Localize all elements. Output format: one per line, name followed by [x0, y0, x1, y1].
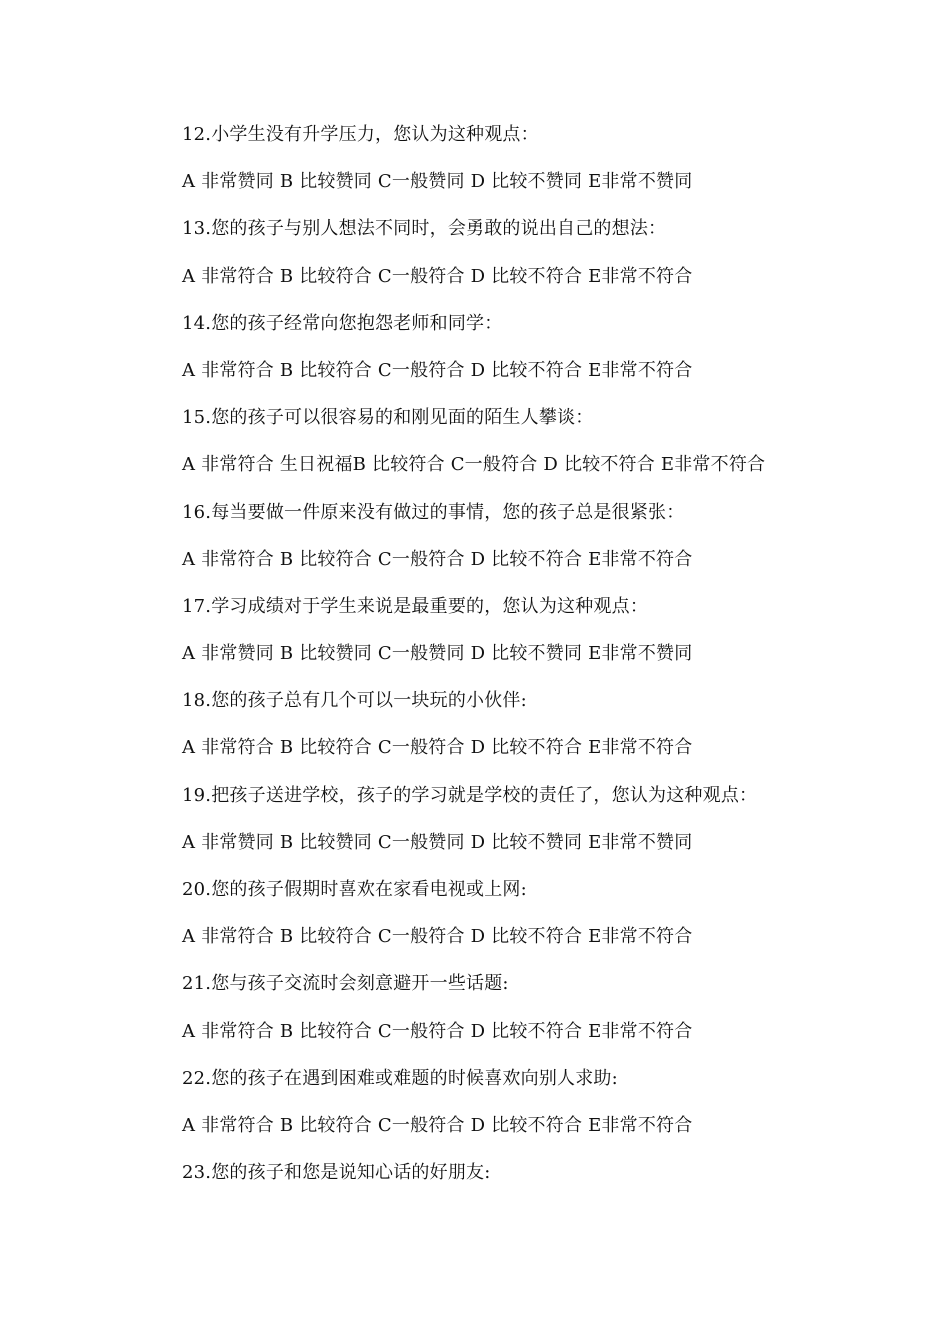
question-13: 13.您的孩子与别人想法不同时，会勇敢的说出自己的想法：: [182, 218, 667, 240]
options-17: A 非常赞同 B 比较赞同 C一般赞同 D 比较不赞同 E非常不赞同: [182, 643, 693, 665]
question-21: 21.您与孩子交流时会刻意避开一些话题:: [182, 973, 509, 995]
options-22: A 非常符合 B 比较符合 C一般符合 D 比较不符合 E非常不符合: [182, 1114, 693, 1136]
question-22: 22.您的孩子在遇到困难或难题的时候喜欢向别人求助:: [182, 1067, 618, 1089]
options-21: A 非常符合 B 比较符合 C一般符合 D 比较不符合 E非常不符合: [182, 1020, 693, 1042]
options-15: A 非常符合 生日祝福B 比较符合 C一般符合 D 比较不符合 E非常不符合: [182, 454, 766, 476]
options-12: A 非常赞同 B 比较赞同 C一般赞同 D 比较不赞同 E非常不赞同: [182, 171, 693, 193]
question-14: 14.您的孩子经常向您抱怨老师和同学：: [182, 312, 503, 334]
question-17: 17.学习成绩对于学生来说是最重要的，您认为这种观点：: [182, 595, 649, 617]
options-19: A 非常赞同 B 比较赞同 C一般赞同 D 比较不赞同 E非常不赞同: [182, 831, 693, 853]
question-15: 15.您的孩子可以很容易的和刚见面的陌生人攀谈：: [182, 407, 594, 429]
question-18: 18.您的孩子总有几个可以一块玩的小伙伴:: [182, 690, 527, 712]
question-20: 20.您的孩子假期时喜欢在家看电视或上网:: [182, 879, 527, 900]
questionnaire-body: [182, 121, 882, 1206]
options-14: A 非常符合 B 比较符合 C一般符合 D 比较不符合 E非常不符合: [182, 359, 693, 381]
question-16: 16.每当要做一件原来没有做过的事情，您的孩子总是很紧张：: [182, 501, 685, 523]
options-20: A 非常符合 B 比较符合 C一般符合 D 比较不符合 E非常不符合: [182, 926, 693, 948]
question-23: 23.您的孩子和您是说知心话的好朋友:: [182, 1162, 491, 1184]
options-18: A 非常符合 B 比较符合 C一般符合 D 比较不符合 E非常不符合: [182, 737, 693, 759]
question-12: 12.小学生没有升学压力，您认为这种观点：: [182, 124, 539, 145]
options-13: A 非常符合 B 比较符合 C一般符合 D 比较不符合 E非常不符合: [182, 265, 693, 287]
question-19: 19.把孩子送进学校，孩子的学习就是学校的责任了，您认为这种观点：: [182, 784, 758, 806]
options-16: A 非常符合 B 比较符合 C一般符合 D 比较不符合 E非常不符合: [182, 548, 693, 570]
